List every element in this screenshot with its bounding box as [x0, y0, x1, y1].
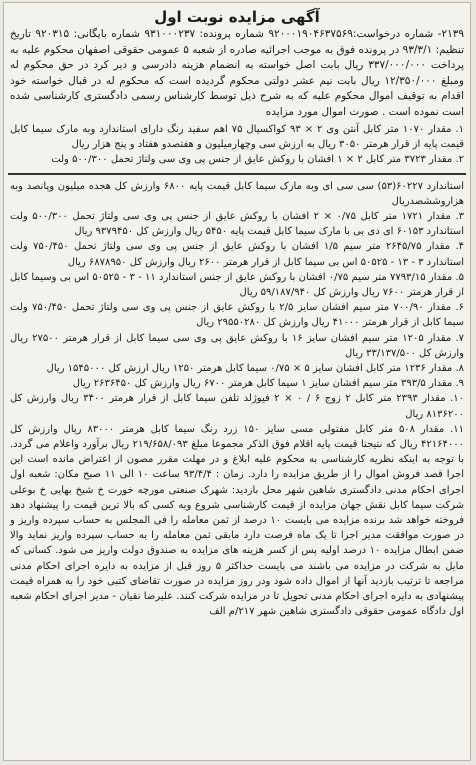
item-11-and-terms: ۱۱. مقدار ۵۰۸ متر کابل مفتولی مسی سایز ۱۵۰ زرد رنگ سیما کابل هرمتر ۸۳۰۰۰ ریال وارزش کل ۴۲۱۶۴۰۰۰ ریال که نتیجتا قیمت پایه اقلام فوق الذکر مجموعا مبلغ ۲۱۹/۶۵۸/۰۹۳ ریال برآورد واعلام می گردد. با توجه به اینکه نظریه کارشناسی به محکوم علیه ابلاغ و در مهلت مقرر مصون از اعتراض مانده است این اجرا قصد فروش اموال را از طریق مزایده را دارد. زمان : ۹۳/۴/۴ ساعت ۱۰ الی ۱۱ صبح مکان: شعبه اول اجرای احکام مدنی دادگستری شاهین شهر محل بازدید: شهرک صنعتی مورچه خورت خ شیخ بهایی خ بوعلی شرکت سیما کابل نقش جهان مزایده از قیمت کارشناسی شروع وبه کسی که بالا ترین قیمت را پیشنهاد دهد فروخته خواهد شد برنده مزایده می بایست ۱۰ درصد از ثمن معامله را فی المجلس به حساب سپرده واریز و در صورت موافقت مدیر اجرا تا یک ماه فرصت دارد مابقی ثمن معامله را به حساب سپرده واریز نماید والا ضمن ابطال مزایده ۱۰ درصد اولیه پس از کسر هزینه های مزایده به صندوق دولت واریز می شود. کسانی که مایل به شرکت در مزایده می باشند می بایست حداکثر ۵ روز قبل از مزایده به دایره اجرای احکام مدنی مراجعه تا ترتیب بازدید آنها از اموال داده شود ودر روز مزایده در صورت تقاضای کتبی خود را به همراه قیمت پیشنهادی به دایره اجرای احکام مدنی تحویل تا در مزایده شرکت کنند. علیرضا نقیان - مدیر اجرای احکام شعبه اول دادگاه عمومی حقوقی دادگستری شاهین شهر ۲۱۷/م الف: [10, 423, 465, 618]
item-3: ۳. مقدار ۱۷۲۱ متر کابل ۰/۷۵ × ۲ افشان با روکش عایق از جنس پی وی سی ولتاژ تحمل ۵۰۰/۳۰۰ ولت استاندارد ۶۰۱۵۳ ای دی بی با مارک سیما کابل قیمت پایه ۵۴۵۰ ریال وارزش کل ۹۳۷۹۴۵۰ ریال: [10, 211, 464, 238]
item-2-cont: استاندارد ۶۰۲۲۷(۵۳) سی سی ای وبه مارک سیما کابل قیمت پایه ۶۸۰۰ وارزش کل هجده میلیون وپانصد وبه هزاروششصدریال: [10, 180, 465, 207]
notice-header-text: ۲۱۳۹- شماره درخواست:۹۲۰۰۰۱۹۰۴۶۳۷۵۶۹ شماره پرونده: ۹۳۱۰۰۰۲۳۷ شماره بایگانی: ۹۲۰۳۱۵ تاریخ تنظیم: ۹۳/۳/۱ در پرونده فوق به موجب اجرائیه صادره از شعبه ۵ عمومی حقوقی اصفهان محکوم علیه به پرداخت ۳۳۷/۰۰۰/۰۰۰ ریال بابت اصل خواسته به انضمام هزینه دادرسی و دیر کرد در حق محکوم له ومبلغ ۱۲/۳۵۰/۰۰۰ ریال بابت نیم عشر دولتی محکوم گردیده است که محکوم له در قبال خواسته خود اقدام به توقیف اموال محکوم علیه که به شرح ذیل توسط کارشناس رسمی دادگستری کارشناسی شده است نموده است . صورت اموال مورد مزایده: [10, 28, 464, 118]
items-top: [4, 122, 470, 168]
item-9: ۹. مقدار ۳۹۳/۵ متر سیم افشان سایز ۱ سیما کابل هرمتر ۶۷۰۰ ریال وارزش کل ۲۶۳۶۴۵۰ ریال: [72, 378, 464, 390]
item-8: ۸. مقدار ۱۲۳۶ متر کابل افشان سایز ۵ × ۰/۷۵ سیما کابل هرمتر ۱۲۵۰ ریال ارزش کل ۱۵۴۵۰۰۰ ریال: [46, 363, 464, 375]
item-1: ۱. مقدار ۱۰۷۰ متر کابل آنتن وی ۲ × ۹۳ کواکسیال ۷۵ اهم سفید رنگ دارای استاندارد وبه مارک سیما کابل قیمت پایه از قرار هرمتر ۳۰۵۰ ریال به ارزش سی وچهارمیلیون و هفتصدو هفتاد و پنج هزار ریال: [10, 124, 464, 151]
notice-clipping: [3, 2, 471, 761]
column-divider: [8, 173, 466, 175]
notice-title: آگهی مزایده نوبت اول: [154, 8, 320, 26]
item-10: ۱۰. مقدار ۲۳۹۳ متر کابل ۲ زوج ۶ / ۰ × ۲ فیوژلد تلفن سیما کابل از قرار هرمتر ۳۴۰۰ ریال وارزش کل ۸۱۳۶۲۰۰ ریال: [10, 393, 464, 420]
item-4: ۴. مقدار ۲۶۴۵/۷۵ متر سیم ۱/۵ افشان با روکش عایق از جنس پی وی سی ولتاژ تحمل ۷۵۰/۴۵۰ ولت استاندارد ۳ - ۱۳ - ۵۰۵۲۵ اس بی سیما کابل از قرار هرمتر ۲۶۰۰ ریال وارزش کل ۶۸۷۸۹۵۰ ریال: [10, 241, 465, 268]
item-2: ۲. مقدار ۳۷۲۳ متر کابل ۲ × ۱ افشان با روکش عایق از جنس پی وی سی ولتاژ تحمل ۵۰۰/۳۰۰ ولت: [51, 154, 464, 166]
items-bottom: [4, 179, 470, 620]
item-5: ۵. مقدار ۷۷۹۳/۱۵ متر سیم ۰/۷۵ افشان با روکش عایق از جنس استاندارد ۱۱ - ۳ - ۵۰۵۲۵ اس بی وسیما کابل از قرار هرمتر ۷۶۰۰ ریال وارزش کل ۵۹/۱۸۷/۹۴۰ ریال: [10, 271, 465, 299]
item-6: ۶. مقدار ۷۰۰/۹۰ متر سیم افشان سایز ۲/۵ با روکش عایق از جنس پی وی سی ولتاژ تحمل ۷۵۰/۴۵۰ ولت سیما کابل از قرار هرمتر ۴۱۰۰۰ ریال وارزش کل ۲۹۵۵۰۲۸۰ ریال: [10, 302, 465, 329]
item-7: ۷. مقدار ۱۲۰۵ متر سیم افشان سایز ۱۶ با روکش عایق پی وی سی سیما کابل از قرار هرمتر ۲۷۵۰۰ ریال وارزش کل ۳۳/۱۳۷/۵۰۰ ریال: [10, 332, 464, 359]
